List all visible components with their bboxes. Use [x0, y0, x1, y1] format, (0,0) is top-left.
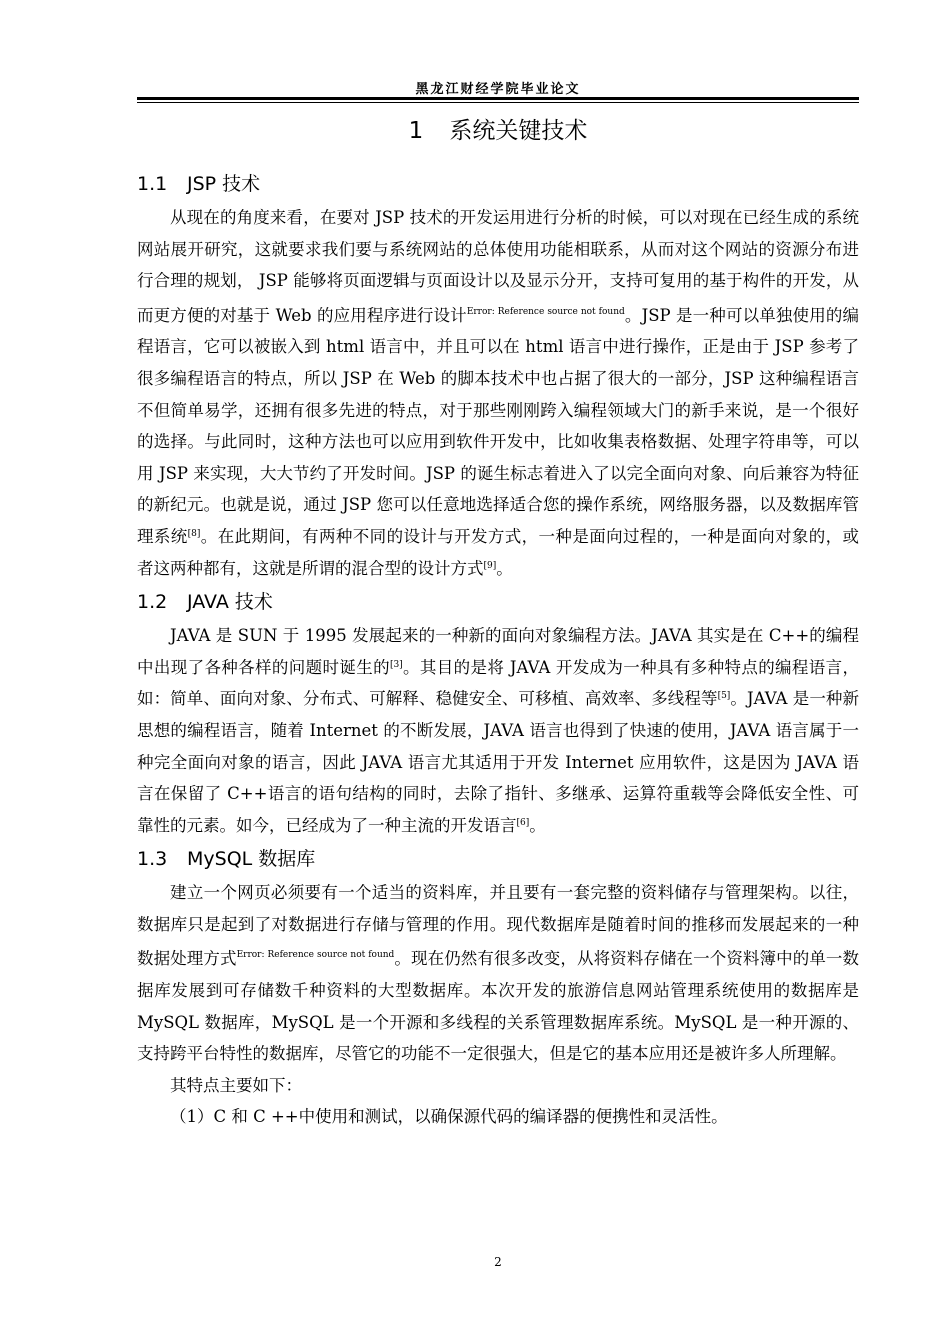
paragraph-text: 建立一个网页必须要有一个适当的资料库，并且要有一套完整的资料储存与管理架构。以往，数据库只是起到了对数据进行存储与管理的作用。现代数据库是随着时间的推移而发展起来的一种数据处理方式 [137, 883, 859, 969]
paragraph-text: JAVA 是 SUN 于 1995 发展起来的一种新的面向对象编程方法。JAVA 其实是在 C++的编程中出现了各种各样的问题时诞生的 [137, 626, 859, 677]
paragraph-text: 。其目的是将 JAVA 开发成为一种具有多种特点的编程语言，如：简单、面向对象、分布式、可解释、稳健安全、可移植、高效率、多线程等 [137, 657, 860, 709]
body-paragraph [137, 877, 859, 1070]
chapter-heading [137, 112, 859, 145]
header-rule-thin [137, 102, 859, 103]
paragraph-text: 其特点主要如下： [170, 1075, 302, 1095]
citation-mark: [6] [516, 817, 530, 828]
section-number: 1.3 [137, 848, 168, 871]
body-paragraph [137, 1101, 859, 1133]
chapter-title: 系统关键技术 [449, 118, 588, 144]
section-number: 1.1 [137, 173, 168, 195]
body-paragraph [137, 1070, 859, 1102]
paragraph-text: 。JSP 是一种可以单独使用的编程语言，它可以被嵌入到 html 语言中，并且可以在 html 语言中进行操作，正是由于 JSP 参考了很多编程语言的特点，所以 JSP 在 Web 的脚本技术中也占据了很大的一部分，JSP 这种编程语言不但简单易学，还拥有很多先进的特点，对于那些刚刚跨入编程领域大门的新手来说，是一个很好的选择。与此同时，这种方法也可以应用到软件开发中，比如收集表格数据、处理字符串等，可以用 JSP 来实现，大大节约了开发时间。JSP 的诞生标志着进入了以完全面向对象、向后兼容为特征的新纪元。也就是说，通过 JSP 您可以任意地选择适合您的操作系统，网络服务器，以及数据库管理系统 [137, 305, 860, 546]
citation-mark: [9] [483, 560, 497, 571]
section-number: 1.2 [137, 591, 168, 614]
paragraph-text: 。 [496, 558, 513, 578]
citation-mark: [3] [389, 659, 403, 670]
header-rule-thick [137, 97, 859, 100]
section-heading [137, 166, 859, 202]
section-title: MySQL 数据库 [187, 848, 316, 871]
body-paragraph [137, 620, 859, 841]
section-title: JSP 技术 [187, 173, 261, 195]
citation-mark: [8] [187, 528, 201, 539]
reference-error-note: Error: Reference source not found [236, 950, 395, 961]
paragraph-text: 。在此期间，有两种不同的设计与开发方式，一种是面向过程的，一种是面向对象的，或者这两种都有，这就是所谓的混合型的设计方式 [137, 526, 860, 578]
reference-error-note: Error: Reference source not found [466, 306, 625, 317]
body-paragraph [137, 202, 859, 584]
paragraph-text: 。 [529, 815, 546, 835]
running-header: 黑龙江财经学院毕业论文 [415, 82, 581, 97]
section-heading [137, 584, 859, 620]
paragraph-text: 。现在仍然有很多改变，从将资料存储在一个资料簿中的单一数据库发展到可存储数千种资料的大型数据库。本次开发的旅游信息网站管理系统使用的数据库是 MySQL 数据库，MySQL 是一个开源和多线程的关系管理数据库系统。MySQL 是一种开源的、支持跨平台特性的数据库，尽管它的功能不一定很强大，但是它的基本应用还是被许多人所理解。 [137, 949, 860, 1064]
paragraph-text: 。JAVA 是一种新思想的编程语言，随着 Internet 的不断发展，JAVA 语言也得到了快速的使用，JAVA 语言属于一种完全面向对象的语言，因此 JAVA 语言尤其适用于开发 Internet 应用软件，这是因为 JAVA 语言在保留了 C++语言的语句结构的同时，去除了指针、多继承、运算符重载等会降低安全性、可靠性的元素。如今，已经成为了一种主流的开发语言 [137, 689, 860, 835]
body-content [137, 166, 859, 1133]
page-number: 2 [494, 1255, 502, 1269]
paragraph-text: 从现在的角度来看，在要对 JSP 技术的开发运用进行分析的时候，可以对现在已经生成的系统网站展开研究，这就要求我们要与系统网站的总体使用功能相联系，从而对这个网站的资源分布进行合理的规划， JSP 能够将页面逻辑与页面设计以及显示分开，支持可复用的基于构件的开发，从而更方便的对基于 Web 的应用程序进行设计 [137, 208, 859, 325]
chapter-number: 1 [408, 118, 424, 144]
section-heading [137, 841, 859, 877]
section-title: JAVA 技术 [187, 591, 273, 614]
citation-mark: [5] [717, 691, 731, 702]
paragraph-text: （1）C 和 C ++中使用和测试，以确保源代码的编译器的便携性和灵活性。 [170, 1107, 728, 1127]
